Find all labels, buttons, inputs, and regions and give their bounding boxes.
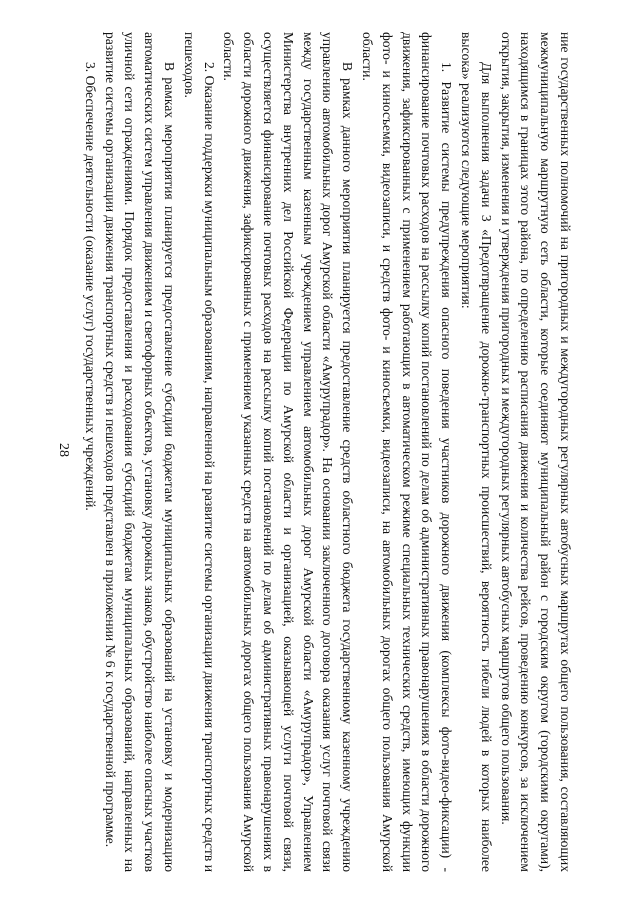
body-text [80, 32, 575, 872]
rotated-text-block [65, 32, 575, 872]
paragraph-5: 2. Оказание поддержки муниципальным образованиям, направленной на развитие системы организации движения транспортных средств и пешеходов. [181, 32, 217, 872]
paragraph-1: ние государственных полномочий на пригородных и междугородных регулярных автобусных маршрутах общего пользования, составляющих межмуниципальную маршрутную сеть области, которые соединяют муниципальный район с городским округом (городскими округами), находящимся в границах этого района, по определению расписания движения и количества рейсов, проведению конкурсов, за исключением открытия, закрытия, изменения и утверждения пригородных и междугородных регулярных автобусных маршрутов общего пользования. [498, 32, 573, 872]
paragraph-7: 3. Обеспечение деятельности (оказание услуг) государственных учреждений. [82, 62, 98, 511]
page-number: 28 [56, 443, 71, 457]
paragraph-4: В рамках данного мероприятия планируется предоставление средств областного бюджета государственному казенному учреждению управлению автомобильных дорог Амурской области «Амурупрадор». На основании заключенного договора оказания услуг почтовой связи между государственным казенным учреждением управлением автомобильных дорог Амурской области «Амурупрадор», Управлением Министерства внутренних дел Российской Федерации по Амурской области и организацией, оказывающей услуги почтовой связи, осуществляется финансирование почтовых расходов на рассылку копий постановлений по делам об административных правонарушениях в области дорожного движения, зафиксированных с применением указанных средств на автомобильных дорогах общего пользования Амурской области. [221, 32, 356, 872]
paragraph-6: В рамках мероприятия планируется предоставление субсидии бюджетам муниципальных образований на установку и модернизацию автоматических систем управления движением и светофорных объектов, установку дорожных знаков, обустройство наиболее опасных участков уличной сети ограждениями. Порядок предоставления и расходования субсидий бюджетам муниципальных образований, направленных на развитие системы организации движения транспортных средств и пешеходов представлен в приложении № 6 к государственной программе. [102, 32, 178, 872]
paragraph-3: 1. Развитие системы предупреждения опасного поведения участников дорожного движения (комплексы фото-видео-фиксации) - финансирование почтовых расходов на рассылку копий постановлений по делам об административных правонарушениях в области дорожного движения, зафиксированных с применением работающих в автоматическом режиме специальных технических средств, имеющих функции фото- и киносъемки, видеозаписи, и средств фото- и киносъемки, видеозаписи, на автомобильных дорогах общего пользования Амурской области. [360, 32, 455, 872]
paragraph-2: Для выполнения задачи 3 «Предотвращение дорожно-транспортных происшествий, вероятность гибели людей в которых наиболее высока» реализуются следующие мероприятия: [459, 32, 494, 872]
